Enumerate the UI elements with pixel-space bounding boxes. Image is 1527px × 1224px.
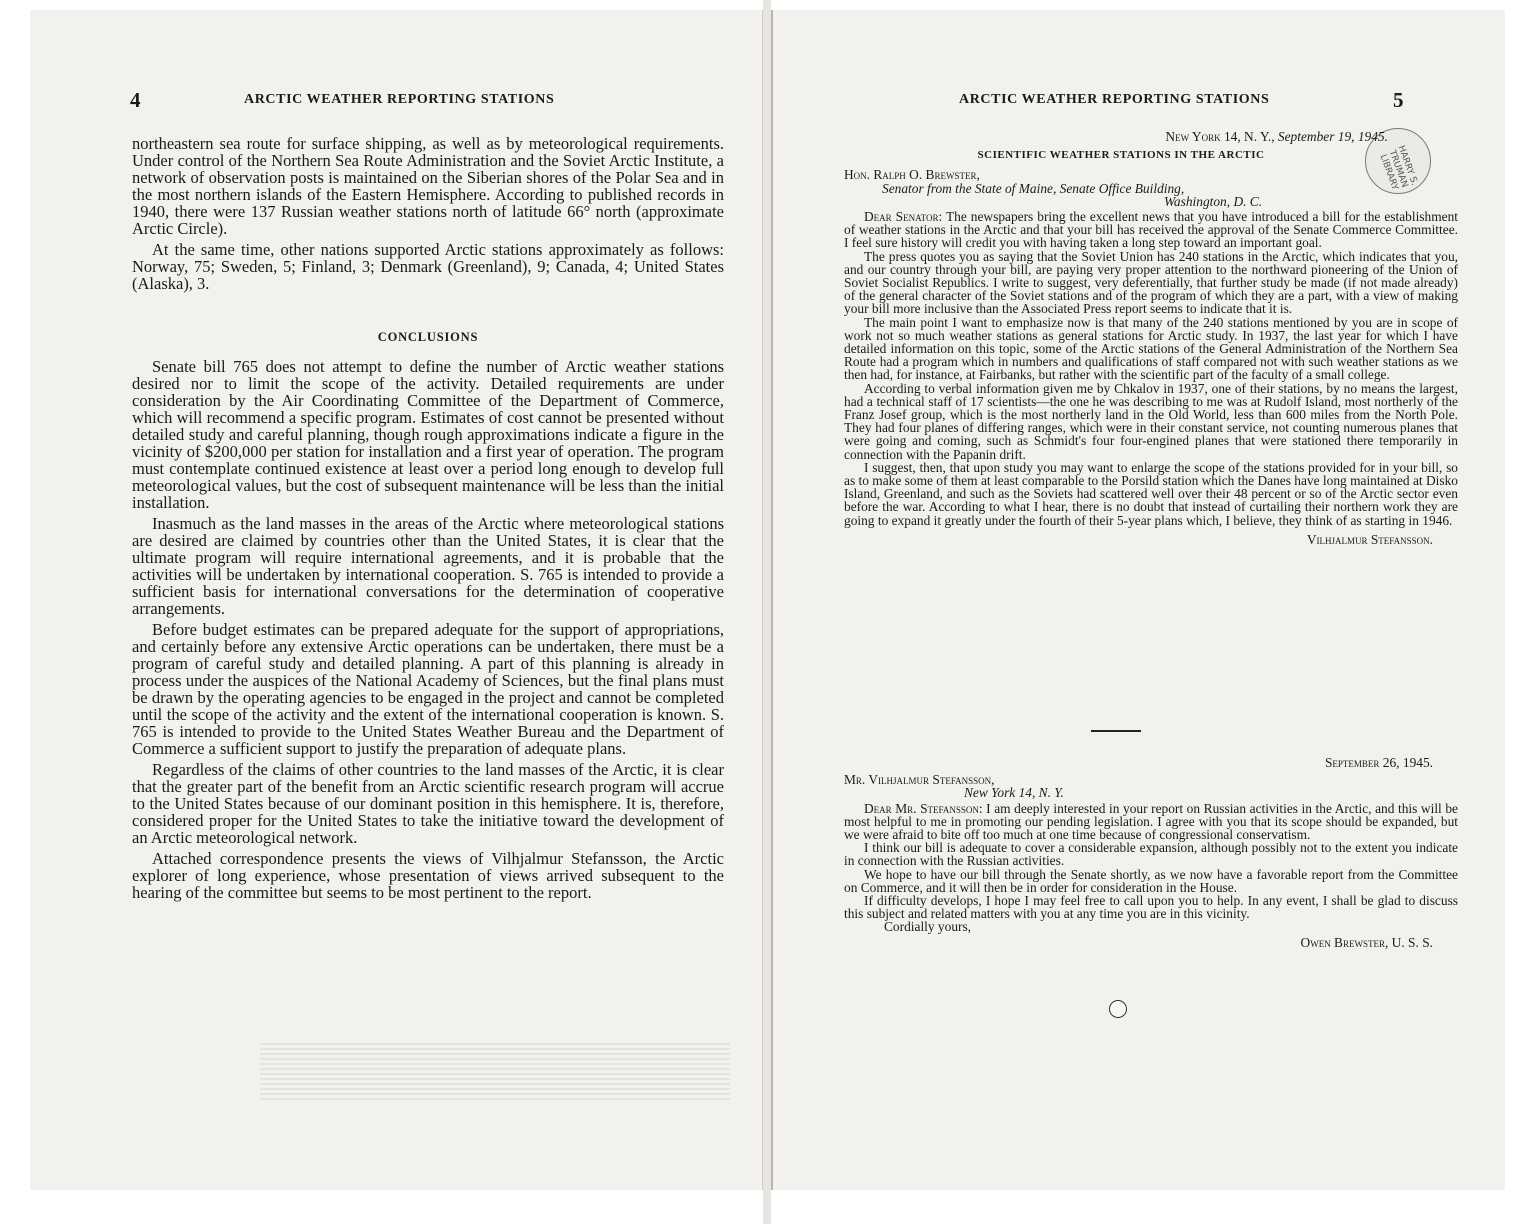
letter-date: September 19, 1945.	[1277, 129, 1388, 144]
letter-one	[844, 130, 1458, 546]
stamp-lettering: HARRY S. TRUMAN LIBRARY	[1377, 144, 1420, 192]
signature: Vilhjalmur Stefansson.	[1306, 531, 1433, 547]
paragraph: Inasmuch as the land masses in the areas of the Arctic where meteorological stations are desired are claimed by countries other than the United States, it is clear that the ultimate program will require international agreements, and it is probable that the activities will be undertaken by international cooperation. S. 765 is intended to provide a sufficient basis for international conversations for the determination of cooperative arrangements.	[132, 514, 724, 618]
page-number: 5	[1393, 88, 1404, 112]
book-gutter	[763, 0, 771, 1224]
paragraph: If difficulty develops, I hope I may feel free to call upon you to help. In any event, I shall be glad to discuss this subject and related matters with you at any time you are in this vicinity.	[844, 893, 1458, 922]
paragraph: I am deeply interested in your report on Russian activities in the Arctic, and this will be most helpful to me in promoting our pending legislation. I agree with you that its scope should be expanded, but we were afraid to bite off too much at one time because of congressional conservatism.	[844, 800, 1458, 843]
paragraph: We hope to have our bill through the Senate shortly, as we now have a favorable report from the Committee on Commerce, and it will then be in order for consideration in the House.	[844, 866, 1458, 895]
paragraph: Regardless of the claims of other countries to the land masses of the Arctic, it is clear that the greater part of the benefit from an Arctic scientific research program will accrue to the United States because of our dominant position in this hemisphere. It is, therefore, considered proper for the United States to take the initiative toward the development of an Arctic meteorological network.	[132, 760, 724, 847]
letter-two	[844, 756, 1458, 949]
addressee-line: Senator from the State of Maine, Senate Office Building,	[882, 180, 1185, 196]
conclusions-text	[132, 358, 724, 901]
right-page	[771, 10, 1505, 1190]
divider-rule	[1091, 730, 1141, 732]
paragraph: Attached correspondence presents the views of Vilhjalmur Stefansson, the Arctic explorer of long experience, whose presentation of views arrived subsequent to the hearing of the committee but seems to be most pertinent to the report.	[132, 849, 724, 902]
salutation: Dear Mr. Stefansson:	[864, 800, 983, 816]
addressee-line: New York 14, N. Y.	[964, 785, 1064, 801]
paragraph: The newspapers bring the excellent news that you have introduced a bill for the establishment of weather stations in the Arctic and that your bill has received the approval of the Senate Commerce Committee. I feel sure history will credit you with having taken a long step toward an important goal.	[844, 209, 1458, 251]
running-head: ARCTIC WEATHER REPORTING STATIONS	[959, 92, 1270, 107]
paragraph: Senate bill 765 does not attempt to define the number of Arctic weather stations desired nor to limit the scope of the activity. Detailed requirements are under consideration by the Air Coordinating Committee of the Department of Commerce, which will recommend a specific program. Estimates of cost cannot be presented without detailed study and careful planning, though rough approximations indicate a figure in the vicinity of $200,000 per station for installation and a first year of operation. The program must contemplate continued existence at least over a period long enough to develop full meteorological values, but the cost of subsequent maintenance will be less than the initial installation.	[132, 357, 724, 512]
letter-place: New York 14, N. Y.,	[1165, 129, 1278, 144]
paragraph: According to verbal information given me by Chkalov in 1937, one of their stations, by no means the largest, had a technical staff of 17 scientists—the one he was describing to me was at Rudolf Island, most northerly of the Franz Josef group, which is the most northerly land in the Old World, less than 600 miles from the North Pole. They had four planes of differing ranges, which were in their constant service, not counting numerous planes that were going and coming, such as Schmidt's four four-engined planes that were stationed there temporarily in connection with the Papanin drift.	[844, 380, 1458, 462]
paragraph: northeastern sea route for surface shipping, as well as by meteorological requirements. Under control of the Northern Sea Route Administration and the Soviet Arctic Institute, a network of observation posts is maintained on the Siberian shores of the Polar Sea and in the most northern islands of the Eastern Hemisphere. According to published records in 1940, there were 137 Russian weather stations north of latitude 66° north (approximate Arctic Circle).	[132, 134, 724, 238]
paragraph: At the same time, other nations supported Arctic stations approximately as follows: Norway, 75; Sweden, 5; Finland, 3; Denmark (Greenland), 9; Canada, 4; United States (Alaska), 3.	[132, 240, 724, 293]
running-head: ARCTIC WEATHER REPORTING STATIONS	[244, 92, 555, 107]
salutation: Dear Senator:	[864, 209, 943, 225]
closing: Cordially yours,	[884, 919, 972, 935]
letter-subject: SCIENTIFIC WEATHER STATIONS IN THE ARCTIC	[977, 149, 1265, 162]
paragraph: Before budget estimates can be prepared adequate for the support of appropriations, and certainly before any extensive Arctic operations can be undertaken, there must be a program of careful study and detailed planning. A part of this planning is already in process under the auspices of the National Academy of Sciences, but the final plans must be drawn by the operating agencies to be engaged in the project and cannot be completed until the scope of the activity and the extent of the international cooperation is known. S. 765 is intended to provide to the United States Weather Bureau and the Department of Commerce a sufficient support to justify the preparation of adequate plans.	[132, 620, 724, 758]
section-heading: CONCLUSIONS	[377, 330, 479, 344]
left-page	[30, 10, 763, 1190]
punch-hole	[1109, 1000, 1127, 1018]
paragraph: I suggest, then, that upon study you may want to enlarge the scope of the stations provided for in your bill, so as to make some of them at least comparable to the Porsild station which the Danes have long maintained at Disko Island, Greenland, and such as the Soviets had scattered well over their 48 percent or so of the Arctic sector even before the war. According to what I hear, there is no doubt that instead of curtailing their northern work they are going to expand it greatly under the fourth of their 5-year plans which, I believe, they think of as starting in 1946.	[844, 459, 1458, 528]
paragraph: The main point I want to emphasize now is that many of the 240 stations mentioned by you are in scope of work not so much weather stations as general stations for Arctic study. In 1937, the last year for which I have detailed information on this topic, some of the Arctic stations of the General Administration of the Northern Sea Route had a program which in numbers and qualifications of staff compared not with such weather stations as we then had, for instance, at Fairbanks, but rather with the scientific part of the faculty of a small college.	[844, 314, 1458, 383]
intro-text	[132, 135, 724, 292]
paragraph: The press quotes you as saying that the Soviet Union has 240 stations in the Arctic, which indicates that you, and our country through your bill, are paying very proper attention to the northward pioneering of the Union of Soviet Socialist Republics. I write to suggest, very deferentially, that further study be made (if not made already) of the general character of the Soviet stations and of the program of which they are a part, with a view of making your bill more inclusive than the Associated Press report seems to indicate that it is.	[844, 248, 1458, 317]
page-number: 4	[130, 88, 141, 112]
signature: Owen Brewster, U. S. S.	[1300, 934, 1433, 950]
addressee: Hon. Ralph O. Brewster,	[844, 167, 980, 183]
letter-date-line	[844, 130, 1458, 143]
addressee-line: Washington, D. C.	[1164, 193, 1263, 209]
paragraph: I think our bill is adequate to cover a considerable expansion, although possibly not to the extent you indicate in connection with the Russian activities.	[844, 840, 1458, 869]
letter-date: September 26, 1945.	[1324, 755, 1433, 770]
show-through-text	[260, 1040, 730, 1100]
addressee: Mr. Vilhjalmur Stefansson,	[844, 772, 995, 788]
